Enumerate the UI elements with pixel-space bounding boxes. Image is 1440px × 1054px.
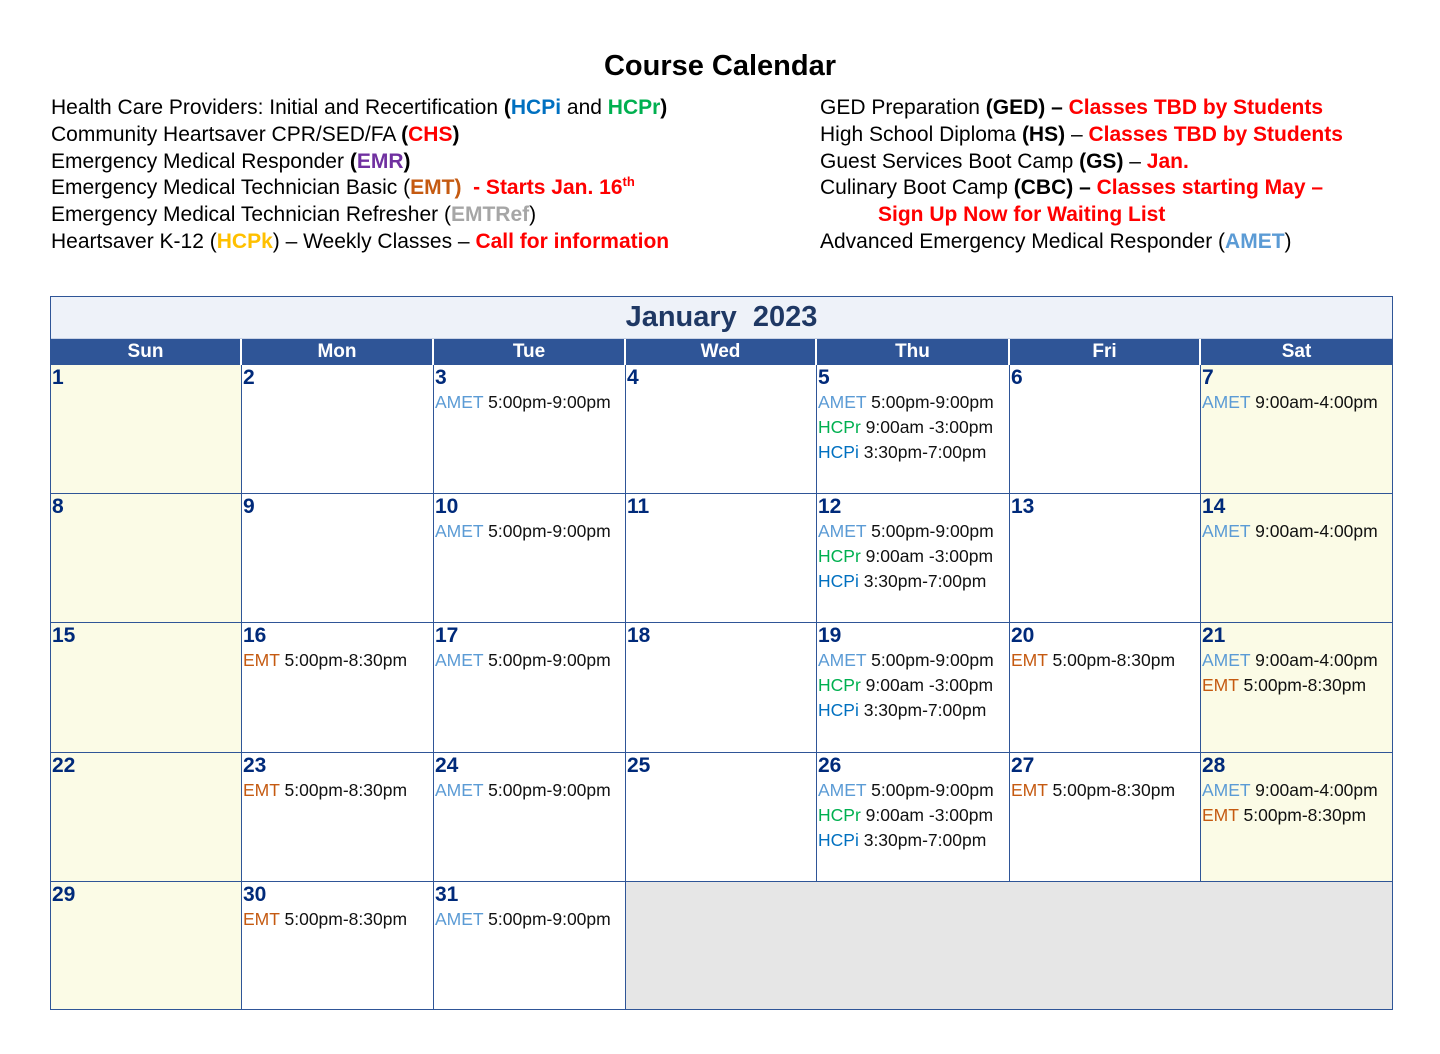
day-number: 18 [627, 624, 651, 647]
legend-note: Classes TBD by Students [1088, 122, 1343, 146]
event-course-code: HCPr [818, 417, 861, 437]
event-time: 3:30pm-7:00pm [858, 442, 987, 462]
day-number: 22 [52, 754, 76, 777]
legend-code-cbc: (CBC) – [1013, 176, 1097, 200]
day-number: 23 [243, 754, 267, 777]
legend-paren: ( [401, 122, 409, 146]
event-course-code: HCPr [818, 675, 861, 695]
event-course-code: AMET [1202, 780, 1251, 800]
legend-text: Guest Services Boot Camp [820, 149, 1080, 173]
day-number: 17 [435, 624, 459, 647]
event-time: 5:00pm-9:00pm [483, 392, 611, 412]
course-event[interactable] [817, 778, 1009, 803]
legend-note: Classes TBD by Students [1068, 96, 1323, 119]
legend-note-sup: th [622, 174, 635, 190]
event-course-code: HCPi [818, 442, 859, 462]
day-number: 19 [818, 624, 842, 647]
course-event[interactable] [1201, 519, 1392, 544]
legend-paren: ) [1284, 229, 1292, 253]
legend-item-amet [820, 229, 1430, 256]
event-course-code: AMET [1202, 392, 1251, 412]
day-cell[interactable] [242, 494, 434, 623]
legend-text: – [1123, 149, 1147, 173]
day-cell[interactable] [434, 753, 626, 882]
legend-item-hcp [51, 95, 811, 122]
legend-item-emr [51, 149, 811, 176]
legend-paren: ) [452, 122, 460, 146]
course-event[interactable] [817, 698, 1009, 723]
day-cell[interactable] [626, 365, 817, 494]
day-number: 26 [818, 754, 842, 777]
legend-paren: ) [529, 203, 537, 227]
day-number: 4 [627, 366, 639, 389]
event-time: 5:00pm-8:30pm [1238, 675, 1367, 695]
day-cell[interactable] [51, 753, 242, 882]
event-course-code: HCPi [818, 571, 859, 591]
weekday-header-tue: Tue [434, 339, 626, 365]
weekday-header-sat: Sat [1201, 339, 1392, 365]
event-course-code: AMET [1202, 521, 1251, 541]
day-cell[interactable] [626, 494, 817, 623]
event-time: 3:30pm-7:00pm [858, 571, 987, 591]
day-number: 28 [1202, 754, 1226, 777]
event-course-code: AMET [435, 650, 484, 670]
event-course-code: AMET [435, 392, 484, 412]
legend-item-emtref [51, 202, 811, 229]
event-course-code: EMT [1011, 780, 1048, 800]
day-number: 20 [1011, 624, 1035, 647]
event-course-code: AMET [818, 521, 867, 541]
day-cell[interactable] [51, 882, 242, 1009]
course-event[interactable] [242, 907, 433, 932]
event-course-code: HCPi [818, 700, 859, 720]
course-event[interactable] [1201, 648, 1392, 673]
course-event[interactable] [817, 519, 1009, 544]
event-course-code: HCPr [818, 805, 861, 825]
day-number: 12 [818, 495, 842, 518]
day-number: 16 [243, 624, 267, 647]
day-number: 29 [52, 883, 76, 906]
event-time: 9:00am-4:00pm [1250, 780, 1378, 800]
weekday-header-row [51, 339, 1392, 365]
course-event[interactable] [434, 907, 625, 932]
day-cell[interactable] [817, 494, 1010, 623]
course-event[interactable] [1201, 673, 1392, 698]
legend-text: Advanced Emergency Medical Responder ( [820, 229, 1226, 253]
day-number: 27 [1011, 754, 1035, 777]
event-time: 5:00pm-9:00pm [483, 521, 611, 541]
day-number: 31 [435, 883, 459, 906]
page-title: Course Calendar [603, 50, 837, 82]
legend-text: Emergency Medical Technician Basic ( [51, 176, 411, 200]
event-time: 5:00pm-9:00pm [483, 780, 611, 800]
event-time: 5:00pm-9:00pm [866, 780, 994, 800]
month-title: January 2023 [51, 297, 1392, 339]
legend-text: Community Heartsaver CPR/SED/FA [51, 122, 402, 146]
day-cell[interactable] [434, 494, 626, 623]
legend-item-cbc-waitlist [820, 202, 1430, 229]
event-course-code: AMET [435, 521, 484, 541]
course-event[interactable] [242, 778, 433, 803]
day-number: 5 [818, 366, 830, 389]
event-course-code: HCPi [818, 830, 859, 850]
legend-note: Sign Up Now for Waiting List [878, 203, 1166, 227]
legend-paren: ( [503, 96, 511, 119]
event-time: 3:30pm-7:00pm [858, 700, 987, 720]
legend-item-hcpk [51, 229, 811, 256]
day-cell[interactable] [1201, 365, 1392, 494]
month-calendar [50, 296, 1393, 1010]
event-time: 9:00am-4:00pm [1250, 392, 1378, 412]
day-cell[interactable] [1201, 753, 1392, 882]
day-number: 24 [435, 754, 459, 777]
day-number: 14 [1202, 495, 1226, 518]
course-legend-left [51, 95, 811, 256]
day-cell[interactable] [1010, 365, 1201, 494]
course-event[interactable] [1010, 648, 1200, 673]
day-cell[interactable] [51, 494, 242, 623]
event-course-code: EMT [243, 780, 280, 800]
event-time: 5:00pm-8:30pm [1238, 805, 1367, 825]
legend-text: ) – Weekly Classes – [272, 229, 476, 253]
legend-paren: ) [660, 96, 668, 119]
day-number: 8 [52, 495, 64, 518]
day-cell[interactable] [51, 623, 242, 753]
legend-note: Call for information [475, 229, 670, 253]
legend-text: – [1065, 122, 1089, 146]
course-event[interactable] [242, 648, 433, 673]
legend-text: High School Diploma [820, 122, 1022, 146]
event-time: 9:00am-4:00pm [1250, 650, 1378, 670]
course-event[interactable] [1201, 803, 1392, 828]
empty-day-cell [1010, 882, 1201, 1009]
day-number: 2 [243, 366, 255, 389]
course-event[interactable] [1201, 390, 1392, 415]
legend-text: Emergency Medical Responder [51, 149, 350, 173]
empty-day-cell [626, 882, 817, 1009]
day-number: 9 [243, 495, 255, 518]
day-cell[interactable] [1010, 494, 1201, 623]
empty-day-cell [817, 882, 1010, 1009]
event-course-code: AMET [818, 780, 867, 800]
legend-code-hs: (HS) [1021, 122, 1066, 146]
legend-code-emtref: EMTRef [450, 203, 530, 227]
legend-paren: ( [349, 149, 357, 173]
event-time: 5:00pm-9:00pm [483, 650, 611, 670]
weekday-header-thu: Thu [817, 339, 1010, 365]
event-course-code: EMT [1011, 650, 1048, 670]
legend-code-hcpi: HCPi [510, 96, 562, 119]
day-cell[interactable] [242, 882, 434, 1009]
legend-code-ged: (GED) – [985, 96, 1069, 119]
legend-note: Jan. [1146, 149, 1189, 173]
day-cell[interactable] [242, 753, 434, 882]
event-time: 5:00pm-8:30pm [279, 650, 408, 670]
course-event[interactable] [817, 390, 1009, 415]
course-event[interactable] [817, 648, 1009, 673]
legend-item-hs [820, 122, 1430, 149]
day-number: 25 [627, 754, 651, 777]
legend-paren: ) [454, 176, 462, 200]
day-cell[interactable] [817, 623, 1010, 753]
weekday-header-fri: Fri [1010, 339, 1201, 365]
day-cell[interactable] [242, 623, 434, 753]
legend-text: and [561, 96, 608, 119]
event-time: 5:00pm-9:00pm [866, 392, 994, 412]
day-number: 7 [1202, 366, 1214, 389]
legend-item-gs [820, 149, 1430, 176]
day-number: 30 [243, 883, 267, 906]
day-cell[interactable] [1010, 623, 1201, 753]
legend-item-ged [820, 95, 1430, 122]
day-cell[interactable] [51, 365, 242, 494]
legend-text: GED Preparation [820, 96, 986, 119]
course-event[interactable] [1010, 778, 1200, 803]
day-number: 15 [52, 624, 76, 647]
legend-code-chs: CHS [408, 122, 453, 146]
day-number: 6 [1011, 366, 1023, 389]
course-event[interactable] [817, 440, 1009, 465]
legend-text: Heartsaver K-12 ( [51, 229, 217, 253]
day-cell[interactable] [817, 365, 1010, 494]
course-event[interactable] [817, 673, 1009, 698]
legend-paren: ) [403, 149, 411, 173]
event-time: 5:00pm-9:00pm [483, 909, 611, 929]
course-legend-right [820, 95, 1430, 256]
event-course-code: EMT [243, 909, 280, 929]
day-number: 3 [435, 366, 447, 389]
event-course-code: AMET [818, 392, 867, 412]
event-course-code: EMT [1202, 805, 1239, 825]
event-course-code: EMT [1202, 675, 1239, 695]
day-number: 10 [435, 495, 459, 518]
day-number: 13 [1011, 495, 1035, 518]
weekday-header-sun: Sun [51, 339, 242, 365]
course-event[interactable] [434, 519, 625, 544]
course-event[interactable] [817, 415, 1009, 440]
legend-code-amet: AMET [1225, 229, 1285, 253]
legend-text: Emergency Medical Technician Refresher ( [51, 203, 451, 227]
course-event[interactable] [817, 803, 1009, 828]
day-cell[interactable] [242, 365, 434, 494]
course-event[interactable] [817, 569, 1009, 594]
legend-text: Culinary Boot Camp [820, 176, 1014, 200]
day-cell[interactable] [626, 753, 817, 882]
legend-note: - Starts Jan. 16 [461, 176, 623, 200]
legend-text: Health Care Providers: Initial and Recertification [51, 96, 504, 119]
event-time: 3:30pm-7:00pm [858, 830, 987, 850]
legend-code-emr: EMR [356, 149, 404, 173]
day-cell[interactable] [626, 623, 817, 753]
legend-item-cbc [820, 175, 1430, 202]
day-cell[interactable] [817, 753, 1010, 882]
event-time: 5:00pm-9:00pm [866, 521, 994, 541]
course-event[interactable] [817, 828, 1009, 853]
day-cell[interactable] [434, 623, 626, 753]
legend-code-emt: EMT [410, 176, 455, 200]
event-time: 9:00am -3:00pm [860, 417, 994, 437]
day-cell[interactable] [434, 365, 626, 494]
event-course-code: AMET [1202, 650, 1251, 670]
day-cell[interactable] [1010, 753, 1201, 882]
empty-day-cell [1201, 882, 1392, 1009]
legend-code-hcpk: HCPk [216, 229, 273, 253]
weekday-header-wed: Wed [626, 339, 817, 365]
day-cell[interactable] [1201, 623, 1392, 753]
course-event[interactable] [817, 544, 1009, 569]
course-event[interactable] [1201, 778, 1392, 803]
day-cell[interactable] [1201, 494, 1392, 623]
event-time: 5:00pm-8:30pm [279, 909, 408, 929]
event-time: 5:00pm-8:30pm [279, 780, 408, 800]
event-course-code: EMT [243, 650, 280, 670]
event-time: 9:00am -3:00pm [860, 546, 994, 566]
event-course-code: AMET [818, 650, 867, 670]
event-time: 9:00am-4:00pm [1250, 521, 1378, 541]
course-event[interactable] [434, 648, 625, 673]
weekday-header-mon: Mon [242, 339, 434, 365]
event-course-code: HCPr [818, 546, 861, 566]
event-time: 5:00pm-8:30pm [1047, 780, 1176, 800]
course-event[interactable] [434, 390, 625, 415]
event-time: 9:00am -3:00pm [860, 805, 994, 825]
legend-item-emt [51, 175, 811, 202]
event-course-code: AMET [435, 909, 484, 929]
legend-item-chs [51, 122, 811, 149]
event-time: 5:00pm-8:30pm [1047, 650, 1176, 670]
event-time: 5:00pm-9:00pm [866, 650, 994, 670]
day-number: 11 [627, 495, 650, 518]
day-number: 21 [1202, 624, 1226, 647]
day-number: 1 [52, 366, 64, 389]
legend-note: Classes starting May – [1096, 176, 1324, 200]
event-course-code: AMET [435, 780, 484, 800]
legend-code-hcpr: HCPr [607, 96, 661, 119]
legend-code-gs: (GS) [1079, 149, 1124, 173]
day-cell[interactable] [434, 882, 626, 1009]
course-event[interactable] [434, 778, 625, 803]
event-time: 9:00am -3:00pm [860, 675, 994, 695]
